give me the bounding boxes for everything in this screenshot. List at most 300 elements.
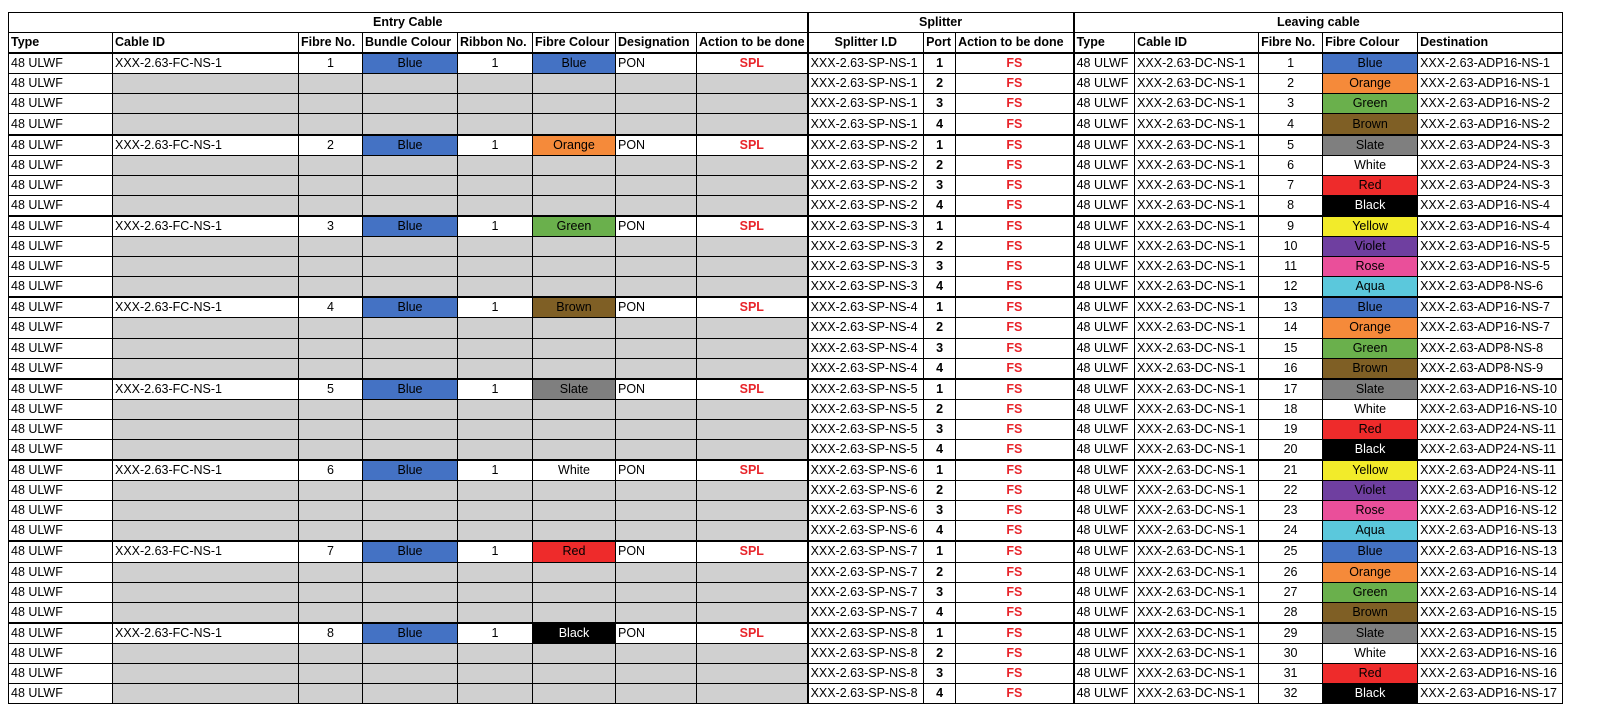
- leaving-type-cell: 48 ULWF: [1074, 237, 1135, 257]
- empty-cell: [697, 602, 808, 623]
- entry-action-cell: SPL: [697, 541, 808, 562]
- leaving-fibre-colour-cell: Violet: [1323, 481, 1418, 501]
- entry-type-cell: 48 ULWF: [9, 74, 113, 94]
- table-row: [9, 460, 1563, 481]
- table-row: [9, 195, 1563, 216]
- splitter-action-cell: FS: [956, 257, 1074, 277]
- empty-cell: [616, 237, 697, 257]
- leaving-fibre-no-cell: 32: [1259, 684, 1323, 704]
- leaving-fibre-colour-cell: White: [1323, 643, 1418, 663]
- empty-cell: [113, 114, 299, 135]
- entry-cable-id-cell: XXX-2.63-FC-NS-1: [113, 379, 299, 400]
- empty-cell: [363, 684, 458, 704]
- entry-designation-cell: PON: [616, 135, 697, 156]
- leaving-type-cell: 48 ULWF: [1074, 521, 1135, 542]
- splitter-action-cell: FS: [956, 195, 1074, 216]
- leaving-fibre-colour-cell: Black: [1323, 684, 1418, 704]
- leaving-fibre-colour-cell: Orange: [1323, 562, 1418, 582]
- leaving-fibre-no-cell: 30: [1259, 643, 1323, 663]
- port-cell: 2: [924, 399, 956, 419]
- empty-cell: [616, 643, 697, 663]
- splitter-action-cell: FS: [956, 318, 1074, 338]
- empty-cell: [113, 481, 299, 501]
- leaving-type-cell: 48 ULWF: [1074, 562, 1135, 582]
- empty-cell: [363, 521, 458, 542]
- empty-cell: [533, 257, 616, 277]
- col-header-bundle-colour: Bundle Colour: [363, 33, 458, 54]
- empty-cell: [697, 195, 808, 216]
- empty-cell: [299, 155, 363, 175]
- splitter-action-cell: FS: [956, 277, 1074, 298]
- leaving-fibre-no-cell: 2: [1259, 74, 1323, 94]
- empty-cell: [363, 419, 458, 439]
- splitter-action-cell: FS: [956, 94, 1074, 114]
- leaving-cable-id-cell: XXX-2.63-DC-NS-1: [1135, 216, 1259, 237]
- empty-cell: [299, 114, 363, 135]
- splitter-id-cell: XXX-2.63-SP-NS-5: [808, 399, 924, 419]
- leaving-cable-id-cell: XXX-2.63-DC-NS-1: [1135, 94, 1259, 114]
- port-cell: 1: [924, 297, 956, 318]
- table-row: [9, 439, 1563, 460]
- entry-type-cell: 48 ULWF: [9, 53, 113, 74]
- empty-cell: [697, 237, 808, 257]
- entry-cable-id-cell: XXX-2.63-FC-NS-1: [113, 135, 299, 156]
- empty-cell: [299, 582, 363, 602]
- col-header-designation: Designation: [616, 33, 697, 54]
- empty-cell: [299, 175, 363, 195]
- empty-cell: [533, 399, 616, 419]
- table-row: [9, 277, 1563, 298]
- entry-type-cell: 48 ULWF: [9, 582, 113, 602]
- empty-cell: [113, 501, 299, 521]
- destination-cell: XXX-2.63-ADP24-NS-11: [1418, 419, 1563, 439]
- empty-cell: [697, 257, 808, 277]
- leaving-fibre-colour-cell: Yellow: [1323, 216, 1418, 237]
- entry-action-cell: SPL: [697, 53, 808, 74]
- leaving-type-cell: 48 ULWF: [1074, 74, 1135, 94]
- leaving-cable-id-cell: XXX-2.63-DC-NS-1: [1135, 114, 1259, 135]
- empty-cell: [299, 562, 363, 582]
- destination-cell: XXX-2.63-ADP16-NS-7: [1418, 297, 1563, 318]
- table-row: [9, 358, 1563, 379]
- empty-cell: [299, 358, 363, 379]
- leaving-type-cell: 48 ULWF: [1074, 623, 1135, 644]
- empty-cell: [458, 481, 533, 501]
- leaving-cable-id-cell: XXX-2.63-DC-NS-1: [1135, 460, 1259, 481]
- entry-fibre-colour-cell: Orange: [533, 135, 616, 156]
- port-cell: 3: [924, 501, 956, 521]
- empty-cell: [363, 602, 458, 623]
- port-cell: 4: [924, 602, 956, 623]
- destination-cell: XXX-2.63-ADP24-NS-3: [1418, 135, 1563, 156]
- entry-fibre-no-cell: 4: [299, 297, 363, 318]
- entry-fibre-colour-cell: White: [533, 460, 616, 481]
- port-cell: 3: [924, 582, 956, 602]
- destination-cell: XXX-2.63-ADP16-NS-15: [1418, 623, 1563, 644]
- entry-bundle-colour-cell: Blue: [363, 53, 458, 74]
- leaving-type-cell: 48 ULWF: [1074, 216, 1135, 237]
- destination-cell: XXX-2.63-ADP8-NS-6: [1418, 277, 1563, 298]
- empty-cell: [458, 277, 533, 298]
- empty-cell: [299, 195, 363, 216]
- leaving-fibre-no-cell: 18: [1259, 399, 1323, 419]
- destination-cell: XXX-2.63-ADP16-NS-7: [1418, 318, 1563, 338]
- leaving-cable-header: Leaving cable: [1074, 13, 1563, 33]
- entry-type-cell: 48 ULWF: [9, 237, 113, 257]
- port-cell: 4: [924, 521, 956, 542]
- empty-cell: [363, 237, 458, 257]
- empty-cell: [533, 277, 616, 298]
- leaving-fibre-colour-cell: Orange: [1323, 318, 1418, 338]
- empty-cell: [458, 175, 533, 195]
- empty-cell: [113, 318, 299, 338]
- splitter-id-cell: XXX-2.63-SP-NS-7: [808, 541, 924, 562]
- leaving-fibre-colour-cell: Rose: [1323, 501, 1418, 521]
- empty-cell: [299, 257, 363, 277]
- empty-cell: [458, 94, 533, 114]
- leaving-fibre-colour-cell: Red: [1323, 419, 1418, 439]
- empty-cell: [458, 195, 533, 216]
- leaving-fibre-colour-cell: Blue: [1323, 53, 1418, 74]
- empty-cell: [697, 155, 808, 175]
- leaving-fibre-no-cell: 27: [1259, 582, 1323, 602]
- empty-cell: [458, 318, 533, 338]
- entry-type-cell: 48 ULWF: [9, 439, 113, 460]
- leaving-cable-id-cell: XXX-2.63-DC-NS-1: [1135, 501, 1259, 521]
- empty-cell: [616, 602, 697, 623]
- entry-fibre-no-cell: 2: [299, 135, 363, 156]
- leaving-cable-id-cell: XXX-2.63-DC-NS-1: [1135, 277, 1259, 298]
- destination-cell: XXX-2.63-ADP16-NS-16: [1418, 664, 1563, 684]
- table-row: [9, 562, 1563, 582]
- leaving-type-cell: 48 ULWF: [1074, 379, 1135, 400]
- empty-cell: [113, 521, 299, 542]
- leaving-fibre-no-cell: 4: [1259, 114, 1323, 135]
- col-header-splitter-id: Splitter I.D: [808, 33, 924, 54]
- leaving-fibre-no-cell: 23: [1259, 501, 1323, 521]
- table-row: [9, 501, 1563, 521]
- entry-type-cell: 48 ULWF: [9, 664, 113, 684]
- table-row: [9, 216, 1563, 237]
- entry-fibre-colour-cell: Black: [533, 623, 616, 644]
- leaving-fibre-colour-cell: Brown: [1323, 358, 1418, 379]
- entry-designation-cell: PON: [616, 623, 697, 644]
- empty-cell: [458, 114, 533, 135]
- destination-cell: XXX-2.63-ADP24-NS-3: [1418, 175, 1563, 195]
- entry-type-cell: 48 ULWF: [9, 175, 113, 195]
- col-header-type: Type: [9, 33, 113, 54]
- empty-cell: [533, 237, 616, 257]
- leaving-cable-id-cell: XXX-2.63-DC-NS-1: [1135, 562, 1259, 582]
- empty-cell: [458, 399, 533, 419]
- splitter-id-cell: XXX-2.63-SP-NS-8: [808, 664, 924, 684]
- leaving-type-cell: 48 ULWF: [1074, 318, 1135, 338]
- splitter-id-cell: XXX-2.63-SP-NS-2: [808, 135, 924, 156]
- destination-cell: XXX-2.63-ADP16-NS-2: [1418, 94, 1563, 114]
- splitter-id-cell: XXX-2.63-SP-NS-1: [808, 94, 924, 114]
- empty-cell: [697, 358, 808, 379]
- port-cell: 4: [924, 439, 956, 460]
- splitter-action-cell: FS: [956, 419, 1074, 439]
- empty-cell: [616, 439, 697, 460]
- col-header-ribbon-no: Ribbon No.: [458, 33, 533, 54]
- destination-cell: XXX-2.63-ADP16-NS-4: [1418, 216, 1563, 237]
- col-header-fibre-colour: Fibre Colour: [533, 33, 616, 54]
- leaving-cable-id-cell: XXX-2.63-DC-NS-1: [1135, 419, 1259, 439]
- entry-type-cell: 48 ULWF: [9, 521, 113, 542]
- destination-cell: XXX-2.63-ADP16-NS-14: [1418, 562, 1563, 582]
- entry-type-cell: 48 ULWF: [9, 318, 113, 338]
- leaving-fibre-no-cell: 6: [1259, 155, 1323, 175]
- entry-type-cell: 48 ULWF: [9, 155, 113, 175]
- leaving-type-cell: 48 ULWF: [1074, 664, 1135, 684]
- empty-cell: [458, 521, 533, 542]
- leaving-fibre-no-cell: 13: [1259, 297, 1323, 318]
- leaving-cable-id-cell: XXX-2.63-DC-NS-1: [1135, 318, 1259, 338]
- empty-cell: [113, 338, 299, 358]
- splitter-id-cell: XXX-2.63-SP-NS-6: [808, 481, 924, 501]
- entry-type-cell: 48 ULWF: [9, 135, 113, 156]
- leaving-type-cell: 48 ULWF: [1074, 582, 1135, 602]
- leaving-fibre-no-cell: 26: [1259, 562, 1323, 582]
- empty-cell: [363, 582, 458, 602]
- leaving-type-cell: 48 ULWF: [1074, 541, 1135, 562]
- entry-type-cell: 48 ULWF: [9, 602, 113, 623]
- entry-action-cell: SPL: [697, 623, 808, 644]
- empty-cell: [697, 175, 808, 195]
- leaving-type-cell: 48 ULWF: [1074, 297, 1135, 318]
- empty-cell: [458, 501, 533, 521]
- splitter-action-cell: FS: [956, 135, 1074, 156]
- splitter-action-cell: FS: [956, 602, 1074, 623]
- empty-cell: [113, 582, 299, 602]
- leaving-cable-id-cell: XXX-2.63-DC-NS-1: [1135, 623, 1259, 644]
- splitter-action-cell: FS: [956, 237, 1074, 257]
- entry-type-cell: 48 ULWF: [9, 338, 113, 358]
- entry-bundle-colour-cell: Blue: [363, 379, 458, 400]
- empty-cell: [458, 643, 533, 663]
- empty-cell: [533, 481, 616, 501]
- splitter-id-cell: XXX-2.63-SP-NS-6: [808, 460, 924, 481]
- empty-cell: [113, 257, 299, 277]
- entry-action-cell: SPL: [697, 460, 808, 481]
- entry-fibre-no-cell: 8: [299, 623, 363, 644]
- leaving-fibre-no-cell: 3: [1259, 94, 1323, 114]
- empty-cell: [363, 155, 458, 175]
- empty-cell: [533, 155, 616, 175]
- entry-type-cell: 48 ULWF: [9, 257, 113, 277]
- leaving-fibre-colour-cell: Brown: [1323, 602, 1418, 623]
- empty-cell: [458, 338, 533, 358]
- leaving-fibre-colour-cell: Green: [1323, 94, 1418, 114]
- empty-cell: [113, 684, 299, 704]
- empty-cell: [113, 399, 299, 419]
- entry-cable-id-cell: XXX-2.63-FC-NS-1: [113, 216, 299, 237]
- empty-cell: [458, 419, 533, 439]
- leaving-fibre-no-cell: 11: [1259, 257, 1323, 277]
- col-header-destination: Destination: [1418, 33, 1563, 54]
- empty-cell: [363, 643, 458, 663]
- entry-bundle-colour-cell: Blue: [363, 541, 458, 562]
- splitter-action-cell: FS: [956, 379, 1074, 400]
- splitter-id-cell: XXX-2.63-SP-NS-4: [808, 318, 924, 338]
- leaving-cable-id-cell: XXX-2.63-DC-NS-1: [1135, 379, 1259, 400]
- empty-cell: [299, 94, 363, 114]
- col-header-cable-id: Cable ID: [113, 33, 299, 54]
- destination-cell: XXX-2.63-ADP16-NS-13: [1418, 541, 1563, 562]
- leaving-fibre-colour-cell: Aqua: [1323, 521, 1418, 542]
- empty-cell: [299, 643, 363, 663]
- port-cell: 4: [924, 684, 956, 704]
- leaving-fibre-no-cell: 24: [1259, 521, 1323, 542]
- splitter-action-cell: FS: [956, 521, 1074, 542]
- col-header-leaving-cable-id: Cable ID: [1135, 33, 1259, 54]
- leaving-cable-id-cell: XXX-2.63-DC-NS-1: [1135, 175, 1259, 195]
- table-row: [9, 318, 1563, 338]
- splitter-id-cell: XXX-2.63-SP-NS-6: [808, 521, 924, 542]
- splitter-id-cell: XXX-2.63-SP-NS-7: [808, 562, 924, 582]
- leaving-cable-id-cell: XXX-2.63-DC-NS-1: [1135, 582, 1259, 602]
- entry-fibre-no-cell: 5: [299, 379, 363, 400]
- leaving-cable-id-cell: XXX-2.63-DC-NS-1: [1135, 399, 1259, 419]
- empty-cell: [113, 643, 299, 663]
- destination-cell: XXX-2.63-ADP16-NS-16: [1418, 643, 1563, 663]
- empty-cell: [697, 399, 808, 419]
- empty-cell: [299, 74, 363, 94]
- col-header-action: Action to be done: [697, 33, 808, 54]
- splice-schedule-table: [8, 12, 1563, 704]
- empty-cell: [363, 195, 458, 216]
- splitter-action-cell: FS: [956, 664, 1074, 684]
- empty-cell: [616, 501, 697, 521]
- splitter-action-cell: FS: [956, 460, 1074, 481]
- splitter-id-cell: XXX-2.63-SP-NS-3: [808, 216, 924, 237]
- group-header-row: [9, 13, 1563, 33]
- entry-fibre-colour-cell: Blue: [533, 53, 616, 74]
- entry-type-cell: 48 ULWF: [9, 623, 113, 644]
- empty-cell: [458, 664, 533, 684]
- splitter-action-cell: FS: [956, 338, 1074, 358]
- port-cell: 3: [924, 419, 956, 439]
- leaving-fibre-colour-cell: Blue: [1323, 297, 1418, 318]
- empty-cell: [363, 562, 458, 582]
- empty-cell: [697, 338, 808, 358]
- leaving-fibre-no-cell: 1: [1259, 53, 1323, 74]
- table-row: [9, 155, 1563, 175]
- splitter-id-cell: XXX-2.63-SP-NS-7: [808, 602, 924, 623]
- empty-cell: [363, 277, 458, 298]
- leaving-cable-id-cell: XXX-2.63-DC-NS-1: [1135, 541, 1259, 562]
- entry-bundle-colour-cell: Blue: [363, 460, 458, 481]
- empty-cell: [458, 684, 533, 704]
- splitter-id-cell: XXX-2.63-SP-NS-7: [808, 582, 924, 602]
- empty-cell: [616, 358, 697, 379]
- port-cell: 2: [924, 318, 956, 338]
- empty-cell: [113, 277, 299, 298]
- destination-cell: XXX-2.63-ADP16-NS-10: [1418, 399, 1563, 419]
- entry-action-cell: SPL: [697, 379, 808, 400]
- table-row: [9, 237, 1563, 257]
- leaving-fibre-colour-cell: Violet: [1323, 237, 1418, 257]
- empty-cell: [299, 277, 363, 298]
- entry-fibre-colour-cell: Green: [533, 216, 616, 237]
- entry-action-cell: SPL: [697, 135, 808, 156]
- destination-cell: XXX-2.63-ADP16-NS-4: [1418, 195, 1563, 216]
- port-cell: 4: [924, 358, 956, 379]
- entry-type-cell: 48 ULWF: [9, 684, 113, 704]
- port-cell: 2: [924, 74, 956, 94]
- empty-cell: [363, 439, 458, 460]
- empty-cell: [299, 237, 363, 257]
- destination-cell: XXX-2.63-ADP16-NS-2: [1418, 114, 1563, 135]
- splitter-action-cell: FS: [956, 582, 1074, 602]
- port-cell: 1: [924, 53, 956, 74]
- leaving-type-cell: 48 ULWF: [1074, 53, 1135, 74]
- empty-cell: [697, 684, 808, 704]
- destination-cell: XXX-2.63-ADP8-NS-9: [1418, 358, 1563, 379]
- table-row: [9, 664, 1563, 684]
- empty-cell: [697, 521, 808, 542]
- empty-cell: [113, 195, 299, 216]
- entry-bundle-colour-cell: Blue: [363, 297, 458, 318]
- leaving-cable-id-cell: XXX-2.63-DC-NS-1: [1135, 664, 1259, 684]
- leaving-fibre-colour-cell: Aqua: [1323, 277, 1418, 298]
- leaving-fibre-no-cell: 8: [1259, 195, 1323, 216]
- empty-cell: [458, 582, 533, 602]
- entry-ribbon-no-cell: 1: [458, 297, 533, 318]
- splitter-action-cell: FS: [956, 399, 1074, 419]
- table-row: [9, 481, 1563, 501]
- empty-cell: [113, 439, 299, 460]
- entry-ribbon-no-cell: 1: [458, 216, 533, 237]
- leaving-fibre-no-cell: 5: [1259, 135, 1323, 156]
- destination-cell: XXX-2.63-ADP16-NS-1: [1418, 53, 1563, 74]
- empty-cell: [616, 318, 697, 338]
- empty-cell: [363, 399, 458, 419]
- entry-type-cell: 48 ULWF: [9, 114, 113, 135]
- leaving-type-cell: 48 ULWF: [1074, 439, 1135, 460]
- empty-cell: [533, 439, 616, 460]
- port-cell: 2: [924, 643, 956, 663]
- splitter-action-cell: FS: [956, 541, 1074, 562]
- empty-cell: [299, 602, 363, 623]
- splitter-action-cell: FS: [956, 643, 1074, 663]
- leaving-cable-id-cell: XXX-2.63-DC-NS-1: [1135, 74, 1259, 94]
- entry-type-cell: 48 ULWF: [9, 277, 113, 298]
- empty-cell: [616, 562, 697, 582]
- entry-ribbon-no-cell: 1: [458, 623, 533, 644]
- empty-cell: [697, 501, 808, 521]
- empty-cell: [616, 399, 697, 419]
- entry-type-cell: 48 ULWF: [9, 541, 113, 562]
- empty-cell: [533, 318, 616, 338]
- empty-cell: [113, 664, 299, 684]
- empty-cell: [697, 481, 808, 501]
- entry-designation-cell: PON: [616, 460, 697, 481]
- empty-cell: [533, 114, 616, 135]
- empty-cell: [299, 481, 363, 501]
- empty-cell: [697, 277, 808, 298]
- empty-cell: [697, 419, 808, 439]
- empty-cell: [299, 338, 363, 358]
- empty-cell: [363, 481, 458, 501]
- splitter-id-cell: XXX-2.63-SP-NS-2: [808, 175, 924, 195]
- port-cell: 1: [924, 216, 956, 237]
- entry-bundle-colour-cell: Blue: [363, 216, 458, 237]
- entry-type-cell: 48 ULWF: [9, 460, 113, 481]
- empty-cell: [458, 358, 533, 379]
- leaving-fibre-no-cell: 20: [1259, 439, 1323, 460]
